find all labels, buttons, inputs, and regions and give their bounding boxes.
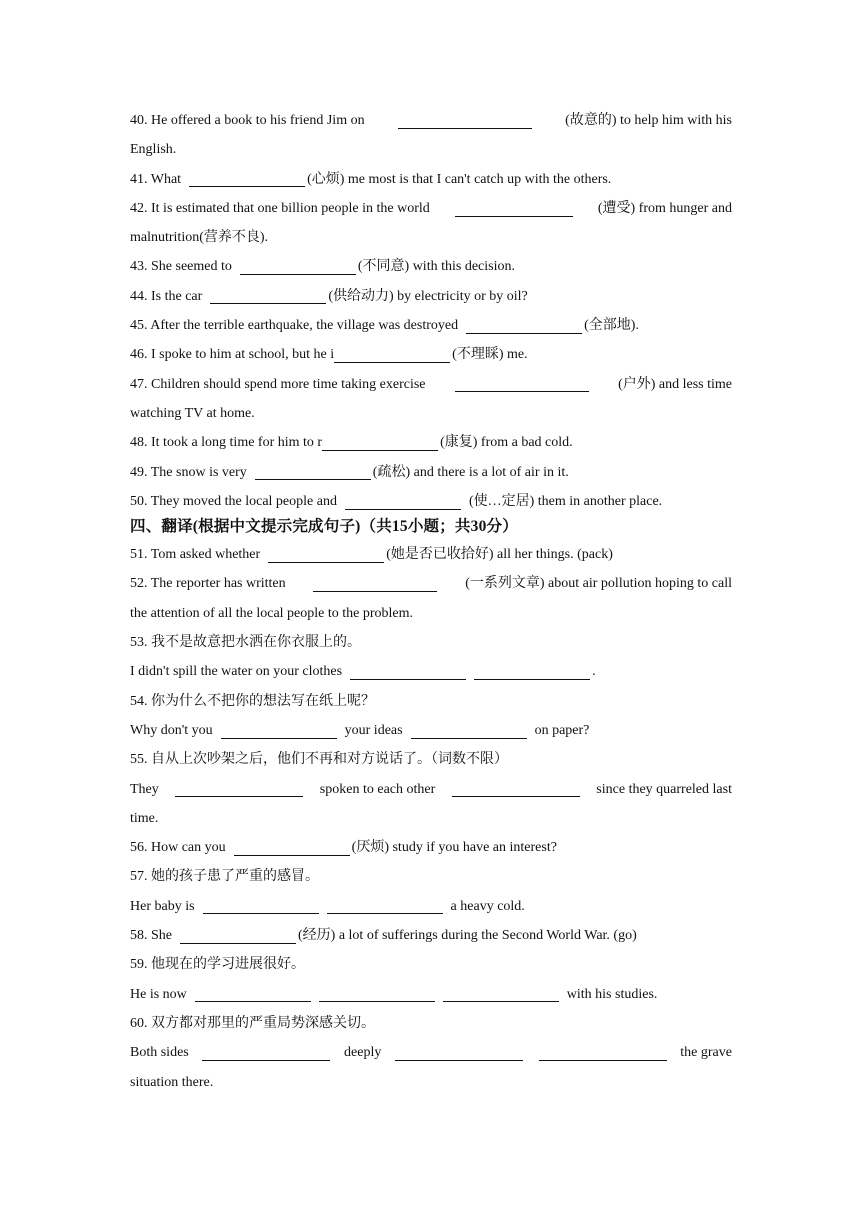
question-44 [130, 282, 732, 311]
q43-text-b: (不同意) with this decision. [357, 259, 515, 275]
q44-blank[interactable] [210, 288, 326, 304]
q50-text-b: (使…定居) them in another place. [468, 493, 663, 509]
q53-text-b: . [592, 664, 596, 680]
worksheet-page [130, 106, 732, 1097]
question-59 [130, 980, 732, 1009]
question-40-cont [130, 135, 732, 164]
q49-blank[interactable] [255, 464, 371, 480]
q53-blank-1[interactable] [350, 664, 466, 680]
q42-text-a: 42. It is estimated that one billion people in the world [130, 200, 430, 216]
q52-blank[interactable] [313, 576, 437, 592]
q56-text-b: (厌烦) study if you have an interest? [351, 840, 557, 856]
q59-text-b: with his studies. [566, 986, 658, 1002]
q43-text-a: 43. She seemed to [130, 259, 232, 275]
q50-text-a: 50. They moved the local people and [130, 493, 337, 509]
q49-text-a: 49. The snow is very [130, 464, 247, 480]
section-heading-translation: 四、翻译(根据中文提示完成句子)（共15小题；共30分） [130, 518, 518, 536]
question-55-chinese: 55. 自从上次吵架之后，他们不再和对方说话了。（词数不限） [130, 752, 508, 768]
q57-blank-1[interactable] [203, 898, 319, 914]
q58-text-b: (经历) a lot of sufferings during the Second World War. (go) [298, 928, 637, 944]
q46-text-b: (不理睬) me. [452, 347, 528, 363]
question-57 [130, 892, 732, 921]
q45-text-b: (全部地). [584, 318, 639, 334]
question-59-chinese: 59. 他现在的学习进展很好。 [130, 957, 305, 973]
q47-text-b: (户外) and less time [618, 376, 732, 392]
question-45 [130, 311, 732, 340]
question-54 [130, 716, 732, 745]
question-53-chinese: 53. 我不是故意把水洒在你衣服上的。 [130, 635, 361, 651]
q54-blank-2[interactable] [411, 723, 527, 739]
q55-text-d: time. [130, 810, 159, 826]
question-48 [130, 428, 732, 457]
question-42-cont [130, 223, 732, 252]
q60-blank-3[interactable] [539, 1045, 667, 1061]
q59-blank-3[interactable] [443, 986, 559, 1002]
q59-blank-1[interactable] [195, 986, 311, 1002]
question-52 [130, 569, 732, 598]
q52-text-b: (一系列文章) about air pollution hoping to call [465, 576, 732, 592]
q53-text-a: I didn't spill the water on your clothes [130, 664, 343, 680]
question-56 [130, 833, 732, 862]
q44-text-a: 44. Is the car [130, 288, 203, 304]
q47-text-c: watching TV at home. [130, 405, 255, 421]
question-43 [130, 252, 732, 281]
q41-text-b: (心烦) me most is that I can't catch up with the others. [307, 171, 612, 187]
question-52-cont [130, 599, 732, 628]
q60-blank-2[interactable] [395, 1045, 523, 1061]
q59-text-a: He is now [130, 986, 187, 1002]
q60-blank-1[interactable] [202, 1045, 330, 1061]
q55-text-a: They [130, 781, 159, 797]
q40-blank[interactable] [398, 113, 532, 129]
question-51 [130, 540, 732, 569]
q46-text-a: 46. I spoke to him at school, but he i [130, 347, 335, 363]
q55-text-c: since they quarreled last [596, 781, 732, 797]
q60-text-d: situation there. [130, 1074, 214, 1090]
q52-text-c: the attention of all the local people to the problem. [130, 605, 414, 621]
q42-text-b: (遭受) from hunger and [597, 200, 732, 216]
question-46 [130, 340, 732, 369]
question-60-cont [130, 1068, 732, 1097]
q54-text-b: your ideas [344, 722, 403, 738]
q48-blank[interactable] [322, 435, 438, 451]
q46-blank[interactable] [334, 347, 450, 363]
q57-text-b: a heavy cold. [450, 898, 525, 914]
question-60-chinese: 60. 双方都对那里的严重局势深感关切。 [130, 1015, 375, 1031]
q51-text-b: (她是否已收拾好) all her things. (pack) [386, 547, 613, 563]
q59-blank-2[interactable] [319, 986, 435, 1002]
q49-text-b: (疏松) and there is a lot of air in it. [372, 464, 569, 480]
q45-blank[interactable] [466, 318, 582, 334]
q44-text-b: (供给动力) by electricity or by oil? [328, 288, 528, 304]
question-55-cont [130, 804, 732, 833]
q56-text-a: 56. How can you [130, 840, 226, 856]
q40-text-b: (故意的) to help him with his [565, 113, 732, 128]
q60-text-b: deeply [344, 1045, 382, 1061]
question-42 [130, 194, 732, 223]
q58-text-a: 58. She [130, 928, 172, 944]
q60-text-c: the grave [680, 1045, 732, 1061]
q43-blank[interactable] [240, 259, 356, 275]
question-57-chinese: 57. 她的孩子患了严重的感冒。 [130, 869, 319, 885]
q40-text-a: 40. He offered a book to his friend Jim on [130, 113, 365, 128]
q50-blank[interactable] [345, 494, 461, 510]
q47-blank[interactable] [455, 376, 589, 392]
q57-blank-2[interactable] [327, 898, 443, 914]
q54-blank-1[interactable] [221, 723, 337, 739]
question-58 [130, 921, 732, 950]
question-49 [130, 458, 732, 487]
q60-text-a: Both sides [130, 1045, 189, 1061]
q58-blank[interactable] [180, 928, 296, 944]
question-53 [130, 657, 732, 686]
question-40 [130, 106, 732, 135]
q45-text-a: 45. After the terrible earthquake, the village was destroyed [130, 318, 459, 334]
q54-text-c: on paper? [534, 722, 590, 738]
q48-text-a: 48. It took a long time for him to r [130, 435, 323, 451]
q41-text-a: 41. What [130, 171, 182, 187]
q42-blank[interactable] [455, 201, 573, 217]
q41-blank[interactable] [189, 171, 305, 187]
q42-text-c: malnutrition(营养不良). [130, 230, 269, 246]
q48-text-b: (康复) from a bad cold. [440, 435, 573, 451]
q57-text-a: Her baby is [130, 898, 195, 914]
q55-blank-1[interactable] [175, 781, 303, 797]
question-55 [130, 775, 732, 804]
question-47 [130, 370, 732, 399]
q55-blank-2[interactable] [452, 781, 580, 797]
q56-blank[interactable] [234, 840, 350, 856]
q53-blank-2[interactable] [474, 664, 590, 680]
q40-text-c: English. [130, 142, 177, 158]
question-47-cont [130, 399, 732, 428]
q47-text-a: 47. Children should spend more time taking exercise [130, 376, 426, 392]
q55-text-b: spoken to each other [319, 781, 436, 797]
question-60 [130, 1038, 732, 1067]
q52-text-a: 52. The reporter has written [130, 576, 286, 592]
question-41 [130, 165, 732, 194]
question-54-chinese: 54. 你为什么不把你的想法写在纸上呢？ [130, 693, 375, 709]
question-50 [130, 487, 732, 516]
q51-text-a: 51. Tom asked whether [130, 547, 261, 563]
q54-text-a: Why don't you [130, 722, 213, 738]
q51-blank[interactable] [268, 547, 384, 563]
